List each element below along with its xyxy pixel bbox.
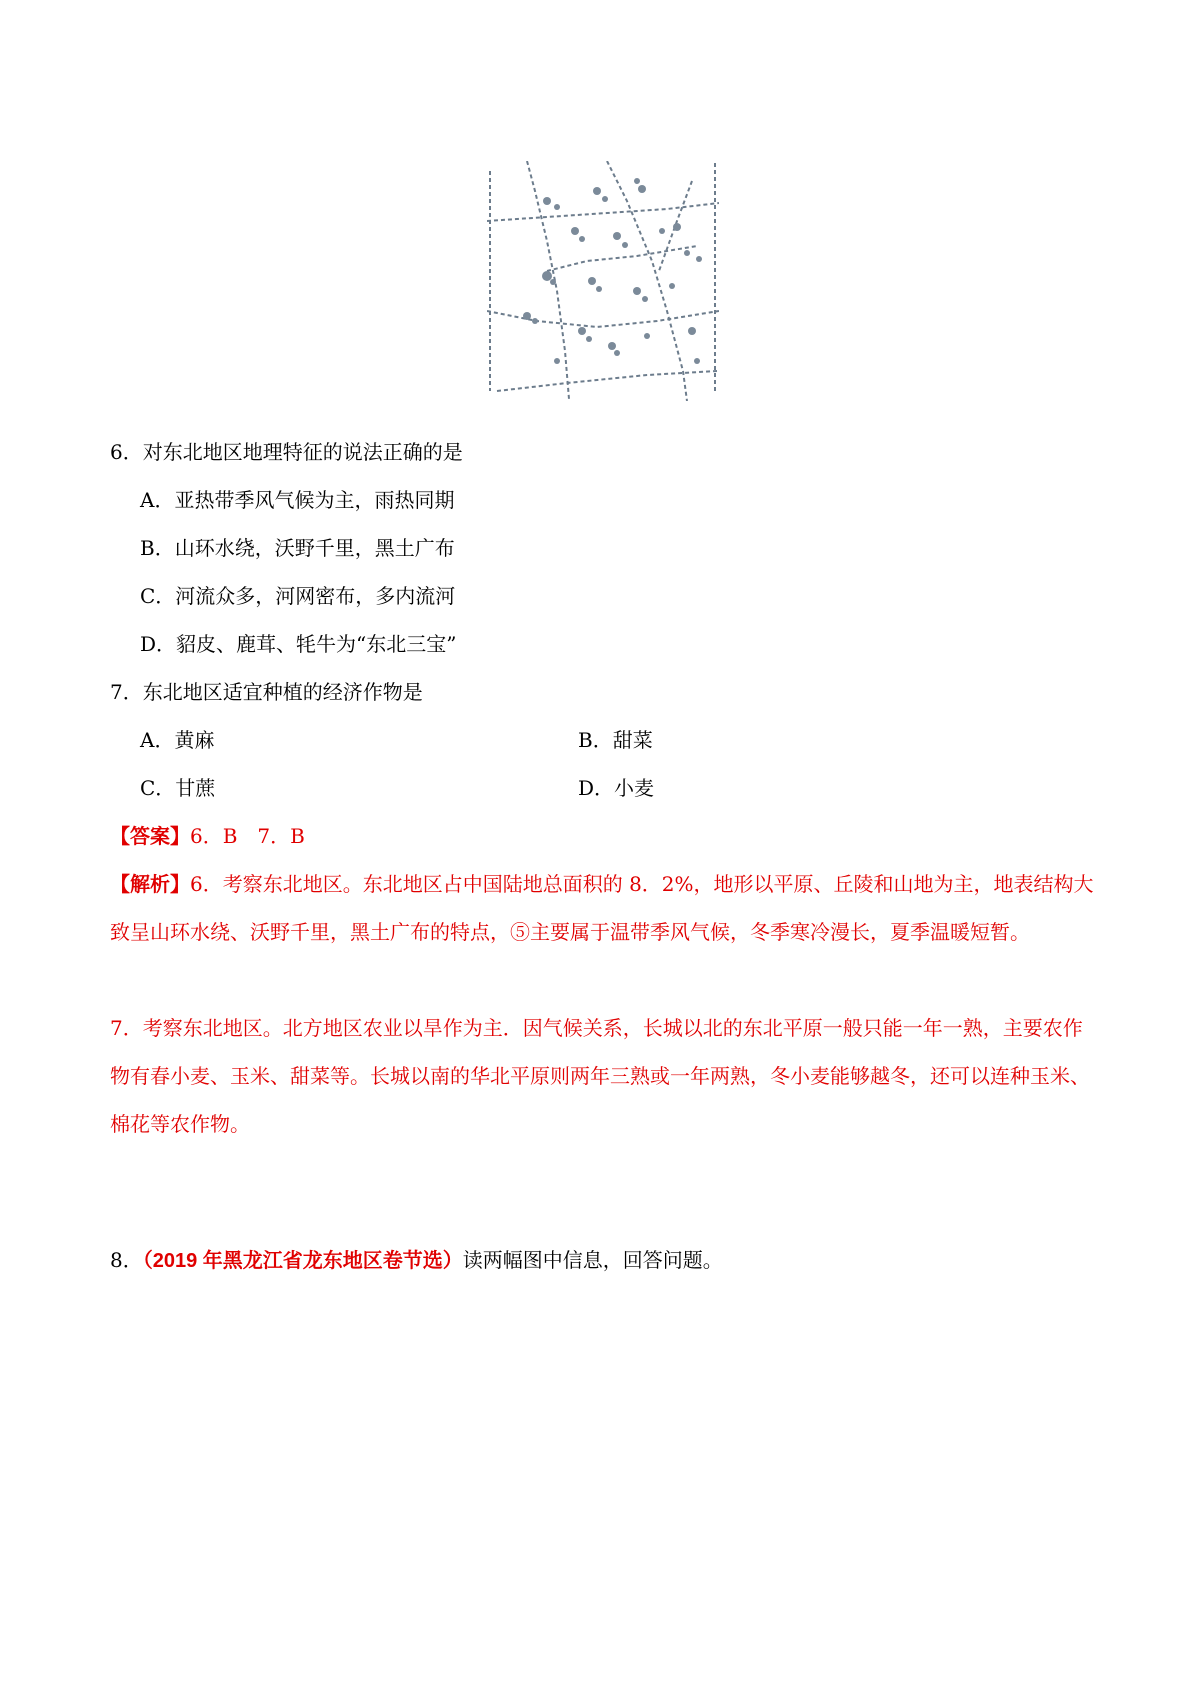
question-7-option-d: D．小麦 [578,776,655,800]
question-6-option-b: B．山环水绕，沃野千里，黑土广布 [140,536,455,560]
answer-line [110,821,305,851]
question-7-option-c: C．甘蔗 [140,776,216,800]
question-8-text: 读两幅图中信息，回答问题。 [462,1248,723,1272]
question-8-source: （2019 年黑龙江省龙东地区卷节选） [142,1250,463,1272]
analysis-label: 【解析】 [110,872,190,896]
analysis-q7: 7．考察东北地区。北方地区农业以旱作为主．因气候关系，长城以北的东北平原一般只能一年一熟，主要农作物有春小麦、玉米、甜菜等。长城以南的华北平原则两年三熟或一年两熟，冬小麦能够越冬，还可以连种玉米、棉花等农作物。 [110,1016,1090,1136]
question-6-option-a: A．亚热带季风气候为主，雨热同期 [140,488,455,512]
question-7-stem: 7．东北地区适宜种植的经济作物是 [110,680,423,704]
answer-text: 6．B 7．B [190,824,305,848]
question-6-option-d: D．貂皮、鹿茸、牦牛为“东北三宝” [140,632,457,656]
answer-label: 【答案】 [110,824,190,848]
analysis-q6-text: 6．考察东北地区。东北地区占中国陆地总面积的 8．2%，地形以平原、丘陵和山地为主，地表结构大致呈山环水绕、沃野千里，黑土广布的特点，⑤主要属于温带季风气候，冬季寒冷漫长，夏季温暖短暂。 [110,872,1094,944]
question-8-number: 8． [110,1248,143,1272]
question-7-option-a: A．黄麻 [140,728,215,752]
question-6-option-c: C．河流众多，河网密布，多内流河 [140,584,456,608]
question-6-stem: 6．对东北地区地理特征的说法正确的是 [110,440,463,464]
question-8-stem [110,1245,723,1276]
analysis-q6 [110,860,1100,956]
question-7-option-b: B．甜菜 [578,728,653,752]
northeast-map-figure [487,161,719,401]
